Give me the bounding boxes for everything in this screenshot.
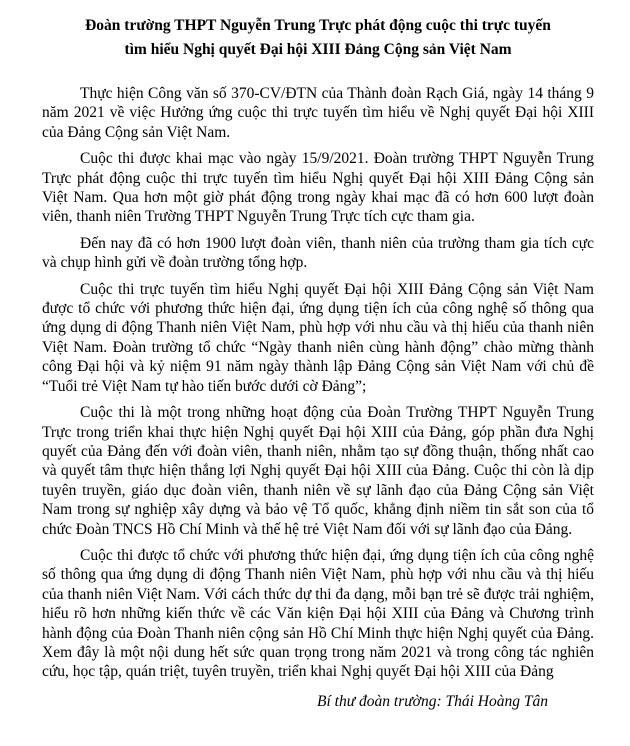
paragraph-5: Cuộc thi là một trong những hoạt động của Đoàn Trường THPT Nguyễn Trung Trực trong triển khai thực hiện Nghị quyết Đại hội XIII của Đảng, góp phần đưa Nghị quyết của Đảng đến với đoàn viên, thanh niên, nhằm tạo sự đồng thuận, thống nhất cao và quyết tâm thực hiện thắng lợi Nghị quyết Đại hội XIII của Đảng. Cuộc thi còn là dịp tuyên truyền, giáo dục đoàn viên, thanh niên về sự lãnh đạo của Đảng Cộng sản Việt Nam trong sự nghiệp xây dựng và bảo vệ Tổ quốc, khẳng định niềm tin sắt son của tổ chức Đoàn TNCS Hồ Chí Minh và thế hệ trẻ Việt Nam đối với sự lãnh đạo của Đảng. xyxy=(42,404,594,538)
paragraph-4: Cuộc thi trực tuyến tìm hiểu Nghị quyết Đại hội XIII Đảng Cộng sản Việt Nam được tổ chức với phương thức hiện đại, ứng dụng tiện ích của công nghệ số thông qua ứng dụng di động Thanh niên Việt Nam, phù hợp với nhu cầu và thị hiếu của thanh niên Việt Nam. Đoàn trường tổ chức “Ngày thanh niên cùng hành động” chào mừng thành công Đại hội và kỷ niệm 91 năm ngày thành lập Đảng Cộng sản Việt Nam với chủ đề “Tuổi trẻ Việt Nam tự hào tiến bước dưới cờ Đảng”; xyxy=(42,280,594,395)
paragraph-6: Cuộc thi được tổ chức với phương thức hiện đại, ứng dụng tiện ích của công nghệ số thông qua ứng dụng di động Thanh niên Việt Nam, phù hợp với nhu cầu và thị hiếu của thanh niên Việt Nam. Với cách thức dự thi đa dạng, mỗi bạn trẻ sẽ được trải nghiệm, hiểu rõ hơn những kiến thức về các Văn kiện Đại hội XIII của Đảng và Chương trình hành động của Đoàn Thanh niên cộng sản Hồ Chí Minh thực hiện Nghị quyết của Đảng. Xem đây là một nội dung hết sức quan trọng trong năm 2021 và trong công tác nghiên cứu, học tập, quán triệt, tuyên truyền, triển khai Nghị quyết Đại hội XIII của Đảng xyxy=(42,546,594,681)
title-line-2: tìm hiểu Nghị quyết Đại hội XIII Đảng Cộng sản Việt Nam xyxy=(124,41,512,58)
paragraph-3: Đến nay đã có hơn 1900 lượt đoàn viên, thanh niên của trường tham gia tích cực và chụp hình gửi về đoàn trường tổng hợp. xyxy=(42,234,594,272)
title-line-1: Đoàn trường THPT Nguyễn Trung Trực phát động cuộc thi trực tuyến xyxy=(85,17,551,34)
document-title xyxy=(42,14,594,62)
paragraph-2: Cuộc thi được khai mạc vào ngày 15/9/2021. Đoàn trường THPT Nguyễn Trung Trực phát động cuộc thi trực tuyến tìm hiểu Nghị quyết Đại hội XIII Đảng Cộng sản Việt Nam. Qua hơn một giờ phát động trong ngày khai mạc đã có hơn 600 lượt đoàn viên, thanh niên Trường THPT Nguyễn Trung Trực tích cực tham gia. xyxy=(42,150,594,226)
paragraph-1: Thực hiện Công văn số 370-CV/ĐTN của Thành đoàn Rạch Giá, ngày 14 tháng 9 năm 2021 về việc Hưởng ứng cuộc thi trực tuyến tìm hiểu về Nghị quyết Đại hội XIII của Đảng Cộng sản Việt Nam. xyxy=(42,85,594,141)
signature: Bí thư đoàn trường: Thái Hoàng Tân xyxy=(316,692,548,710)
